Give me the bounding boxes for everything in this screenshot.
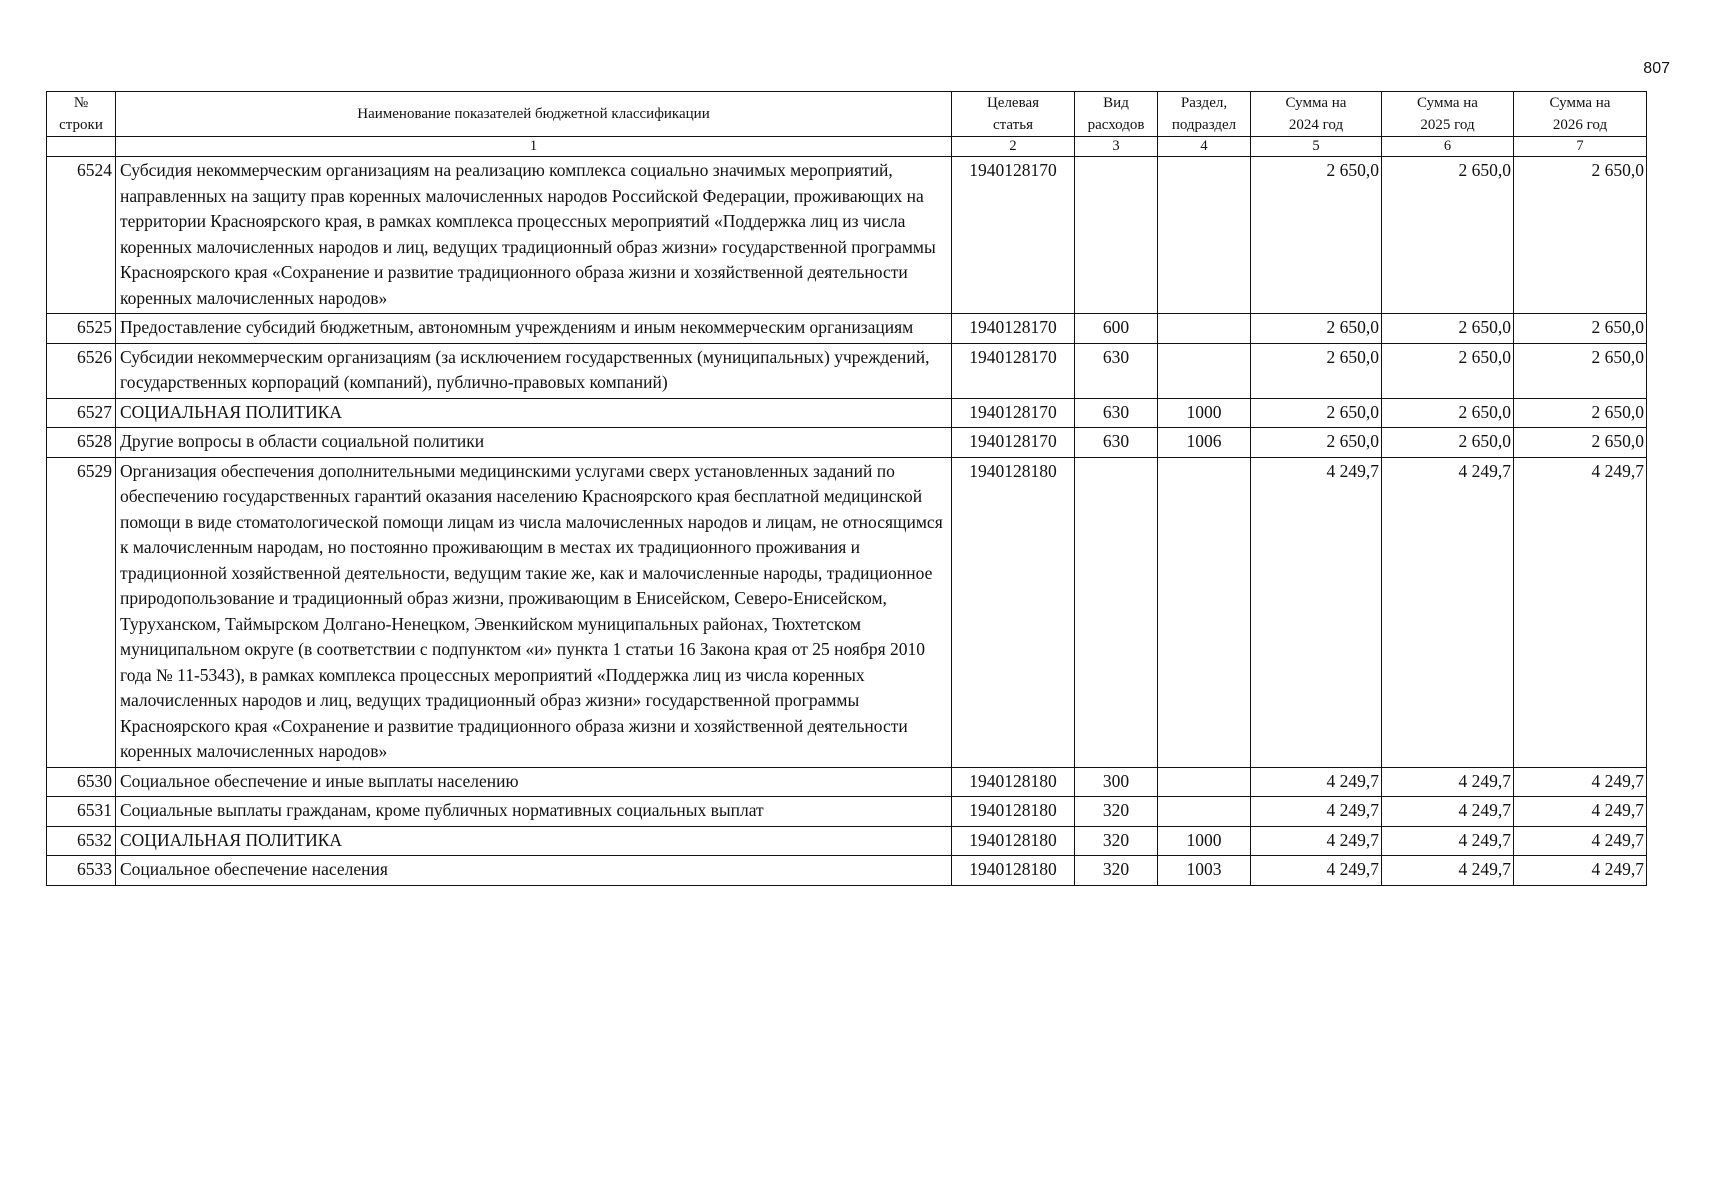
row-sum-2026: 2 650,0 <box>1514 314 1647 344</box>
row-name: СОЦИАЛЬНАЯ ПОЛИТИКА <box>116 398 952 428</box>
column-number: 6 <box>1382 137 1514 157</box>
row-sum-2025: 4 249,7 <box>1382 767 1514 797</box>
row-name: Субсидия некоммерческим организациям на реализацию комплекса социально значимых мероприятий, направленных на защиту прав коренных малочисленных народов Российской Федерации, проживающих на территории Красноярского края, в рамках комплекса процессных мероприятий «Поддержка лиц из числа коренных малочисленных народов и лиц, ведущих традиционный образ жизни» государственной программы Красноярского края «Сохранение и развитие традиционного образа жизни и хозяйственной деятельности коренных малочисленных народов» <box>116 157 952 314</box>
row-sum-2024: 4 249,7 <box>1251 457 1382 767</box>
header-sum-2026 <box>1514 92 1647 137</box>
column-number: 5 <box>1251 137 1382 157</box>
row-number: 6532 <box>47 826 116 856</box>
table-row <box>47 457 1647 767</box>
header-target-line1: Целевая <box>986 95 1040 111</box>
row-expense-kind <box>1075 157 1158 314</box>
row-name: Социальные выплаты гражданам, кроме публичных нормативных социальных выплат <box>116 797 952 827</box>
row-sum-2025: 2 650,0 <box>1382 157 1514 314</box>
row-section <box>1158 343 1251 398</box>
row-sum-2024: 2 650,0 <box>1251 428 1382 458</box>
column-number: 1 <box>116 137 952 157</box>
row-expense-kind: 630 <box>1075 428 1158 458</box>
row-sum-2026: 2 650,0 <box>1514 428 1647 458</box>
table-header <box>47 92 1647 157</box>
row-sum-2024: 4 249,7 <box>1251 826 1382 856</box>
header-row-number-line1: № <box>73 95 89 111</box>
row-target-code: 1940128180 <box>952 767 1075 797</box>
row-section: 1000 <box>1158 398 1251 428</box>
row-number: 6531 <box>47 797 116 827</box>
table-row <box>47 314 1647 344</box>
header-row-number-line2: строки <box>59 117 103 133</box>
row-name: Организация обеспечения дополнительными медицинскими услугами сверх установленных заданий по обеспечению государственных гарантий оказания населению Красноярского края бесплатной медицинской помощи в виде стоматологической помощи лицам из числа малочисленных народов и лицам, не относящимся к малочисленным народам, но постоянно проживающим в местах их традиционного проживания и традиционной хозяйственной деятельности, ведущим такие же, как и малочисленные народы, традиционное природопользование и традиционный образ жизни, проживающим в Енисейском, Северо-Енисейском, Туруханском, Таймырском Долгано-Ненецком, Эвенкийском муниципальных районах, Тюхтетском муниципальном округе (в соответствии с подпунктом «и» пункта 1 статьи 16 Закона края от 25 ноября 2010 года № 11-5343), в рамках комплекса процессных мероприятий «Поддержка лиц из числа коренных малочисленных народов и лиц, ведущих традиционный образ жизни» государственной программы Красноярского края «Сохранение и развитие традиционного образа жизни и хозяйственной деятельности коренных малочисленных народов» <box>116 457 952 767</box>
header-sum-2024-line2: 2024 год <box>1288 117 1344 133</box>
row-name: Другие вопросы в области социальной политики <box>116 428 952 458</box>
row-sum-2026: 4 249,7 <box>1514 767 1647 797</box>
column-number: 3 <box>1075 137 1158 157</box>
row-sum-2026: 4 249,7 <box>1514 826 1647 856</box>
row-name: Субсидии некоммерческим организациям (за исключением государственных (муниципальных) учреждений, государственных корпораций (компаний), публично-правовых компаний) <box>116 343 952 398</box>
row-expense-kind: 320 <box>1075 797 1158 827</box>
column-number: 7 <box>1514 137 1647 157</box>
table-row <box>47 428 1647 458</box>
header-section <box>1158 92 1251 137</box>
column-number-row <box>47 137 1647 157</box>
table-row <box>47 767 1647 797</box>
row-number: 6529 <box>47 457 116 767</box>
row-sum-2025: 2 650,0 <box>1382 343 1514 398</box>
row-target-code: 1940128180 <box>952 457 1075 767</box>
row-section <box>1158 314 1251 344</box>
row-expense-kind: 600 <box>1075 314 1158 344</box>
header-sum-2026-line2: 2026 год <box>1552 117 1608 133</box>
row-sum-2024: 2 650,0 <box>1251 398 1382 428</box>
row-target-code: 1940128170 <box>952 157 1075 314</box>
table-body <box>47 157 1647 886</box>
row-sum-2024: 4 249,7 <box>1251 767 1382 797</box>
row-number: 6530 <box>47 767 116 797</box>
row-sum-2024: 4 249,7 <box>1251 797 1382 827</box>
row-target-code: 1940128180 <box>952 856 1075 886</box>
row-expense-kind: 630 <box>1075 343 1158 398</box>
header-sum-2024 <box>1251 92 1382 137</box>
row-sum-2026: 4 249,7 <box>1514 797 1647 827</box>
row-sum-2025: 4 249,7 <box>1382 826 1514 856</box>
row-number: 6525 <box>47 314 116 344</box>
row-name: Социальное обеспечение населения <box>116 856 952 886</box>
row-sum-2025: 4 249,7 <box>1382 457 1514 767</box>
column-number <box>47 137 116 157</box>
row-sum-2026: 2 650,0 <box>1514 343 1647 398</box>
header-sum-2025-line1: Сумма на <box>1417 95 1478 111</box>
row-section <box>1158 797 1251 827</box>
row-sum-2024: 2 650,0 <box>1251 157 1382 314</box>
row-sum-2025: 4 249,7 <box>1382 797 1514 827</box>
header-sum-2025 <box>1382 92 1514 137</box>
header-kind <box>1075 92 1158 137</box>
header-row-number <box>47 92 116 137</box>
column-number: 4 <box>1158 137 1251 157</box>
row-expense-kind: 630 <box>1075 398 1158 428</box>
row-expense-kind <box>1075 457 1158 767</box>
row-section: 1003 <box>1158 856 1251 886</box>
header-row <box>47 92 1647 137</box>
row-number: 6526 <box>47 343 116 398</box>
row-target-code: 1940128170 <box>952 314 1075 344</box>
header-target <box>952 92 1075 137</box>
row-name: Предоставление субсидий бюджетным, автономным учреждениям и иным некоммерческим организациям <box>116 314 952 344</box>
row-section <box>1158 157 1251 314</box>
table-row <box>47 826 1647 856</box>
header-name: Наименование показателей бюджетной классификации <box>116 92 952 137</box>
row-target-code: 1940128180 <box>952 826 1075 856</box>
row-sum-2026: 4 249,7 <box>1514 856 1647 886</box>
header-section-line1: Раздел, <box>1180 95 1228 111</box>
header-kind-line2: расходов <box>1087 117 1145 133</box>
row-target-code: 1940128180 <box>952 797 1075 827</box>
row-section <box>1158 767 1251 797</box>
row-target-code: 1940128170 <box>952 428 1075 458</box>
row-number: 6524 <box>47 157 116 314</box>
row-expense-kind: 300 <box>1075 767 1158 797</box>
row-sum-2025: 2 650,0 <box>1382 314 1514 344</box>
header-sum-2024-line1: Сумма на <box>1285 95 1347 111</box>
header-section-line2: подраздел <box>1171 117 1237 133</box>
table-row <box>47 157 1647 314</box>
row-sum-2024: 4 249,7 <box>1251 856 1382 886</box>
header-sum-2025-line2: 2025 год <box>1420 117 1475 133</box>
row-sum-2024: 2 650,0 <box>1251 314 1382 344</box>
header-target-line2: статья <box>993 117 1033 133</box>
row-number: 6528 <box>47 428 116 458</box>
table-row <box>47 797 1647 827</box>
header-sum-2026-line1: Сумма на <box>1549 95 1611 111</box>
table-row <box>47 856 1647 886</box>
page-number: 807 <box>1643 60 1670 77</box>
row-sum-2025: 2 650,0 <box>1382 398 1514 428</box>
row-number: 6527 <box>47 398 116 428</box>
row-expense-kind: 320 <box>1075 856 1158 886</box>
column-number: 2 <box>952 137 1075 157</box>
row-number: 6533 <box>47 856 116 886</box>
row-section <box>1158 457 1251 767</box>
row-sum-2026: 2 650,0 <box>1514 398 1647 428</box>
row-section: 1000 <box>1158 826 1251 856</box>
row-target-code: 1940128170 <box>952 398 1075 428</box>
budget-table <box>46 91 1647 886</box>
row-name: СОЦИАЛЬНАЯ ПОЛИТИКА <box>116 826 952 856</box>
header-kind-line1: Вид <box>1103 95 1129 111</box>
table-row <box>47 398 1647 428</box>
row-target-code: 1940128170 <box>952 343 1075 398</box>
row-sum-2026: 2 650,0 <box>1514 157 1647 314</box>
row-name: Социальное обеспечение и иные выплаты населению <box>116 767 952 797</box>
row-expense-kind: 320 <box>1075 826 1158 856</box>
row-sum-2025: 2 650,0 <box>1382 428 1514 458</box>
row-sum-2025: 4 249,7 <box>1382 856 1514 886</box>
row-sum-2026: 4 249,7 <box>1514 457 1647 767</box>
row-section: 1006 <box>1158 428 1251 458</box>
row-sum-2024: 2 650,0 <box>1251 343 1382 398</box>
table-row <box>47 343 1647 398</box>
